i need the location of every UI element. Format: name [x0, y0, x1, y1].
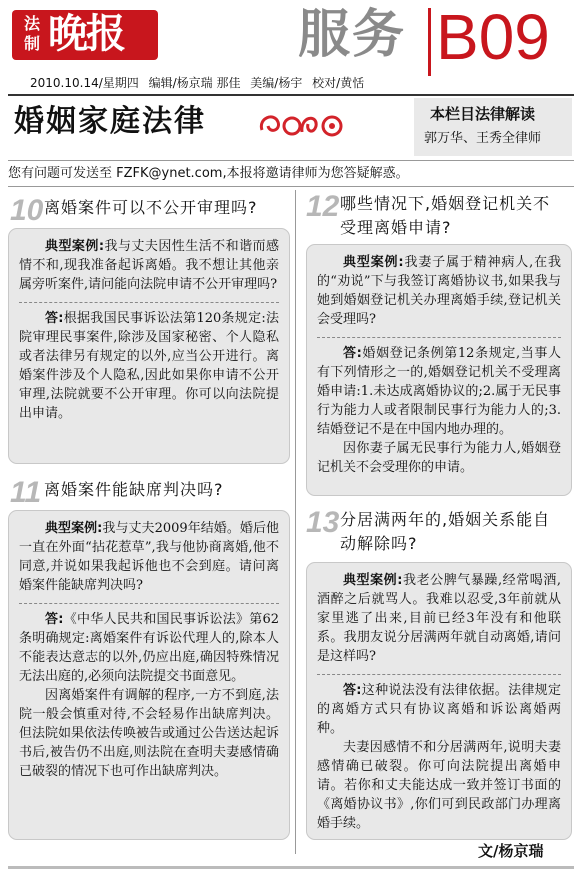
logo-big-text: 晚报: [48, 10, 124, 57]
answer-paragraph-2: 因离婚案件有调解的程序,一方不到庭,法院一般会慎重对待,不会轻易作出缺席判决。但法院如果依法传唤被告或通过公告送达起诉书后,被告仍不出庭,则法院在查明夫妻感情确已破裂的情况下也可作出缺席判决。: [19, 688, 280, 779]
red-divider: [428, 8, 431, 76]
answer-text: 婚姻登记条例第12条规定,当事人有下列情形之一的,婚姻登记机关不受理离婚申请:1.未达成离婚协议的;2.属于无民事行为能力人或者限制民事行为能力人的;3.结婚登记不是在中国内地办理的。: [317, 346, 561, 437]
newspaper-logo: [12, 10, 158, 60]
qa-card-13: [306, 562, 572, 840]
masthead-meta: [30, 75, 370, 91]
designer: 美编/杨宇: [250, 76, 303, 90]
dashed-separator: [317, 337, 561, 338]
case-paragraph: [19, 519, 279, 595]
question-title: 离婚案件能缺席判决吗?: [44, 480, 224, 499]
case-label: 典型案例:: [343, 573, 403, 588]
column-divider: [295, 190, 296, 854]
dashed-separator: [19, 302, 279, 303]
intro-text: 您有问题可发送至 FZFK@ynet.com,本报将邀请律师为您答疑解惑。: [8, 166, 409, 181]
section-title: 服务: [298, 5, 407, 65]
question-heading-12: [306, 192, 572, 240]
question-title: 离婚案件可以不公开审理吗?: [44, 198, 258, 217]
expert-names: 郭万华、王秀全律师: [424, 131, 542, 146]
case-paragraph: [317, 253, 561, 329]
answer-label: 答:: [45, 612, 64, 627]
question-title: 哪些情况下,婚姻登记机关不受理离婚申请?: [340, 194, 551, 237]
issue-date: 2010.10.14/星期四: [30, 76, 139, 90]
answer-text: 根据我国民事诉讼法第120条规定:法院审理民事案件,除涉及国家秘密、个人隐私或者法律另有规定的以外,应当公开进行。离婚案件涉及个人隐私,因此如果你申请不公开审理,法院就要不公开审理。你可以向法院提出申请。: [19, 311, 280, 421]
answer-label: 答:: [343, 346, 362, 361]
proofreader: 校对/黄恬: [312, 76, 365, 90]
answer-paragraph-2: 因你妻子属无民事行为能力人,婚姻登记机关不会受理你的申请。: [317, 441, 561, 475]
question-title: 分居满两年的,婚姻关系能自动解除吗?: [340, 510, 551, 553]
dashed-separator: [317, 674, 561, 675]
page-number: B09: [436, 1, 550, 73]
decorative-swirl-icon: [256, 108, 348, 142]
answer-text: 《中华人民共和国民事诉讼法》第62条明确规定:离婚案件有诉讼代理人的,除本人不能表达意志的以外,仍应出庭,确因特殊情况无法出庭的,必须向法院提交书面意见。: [19, 612, 279, 684]
case-text: 我与丈夫2009年结婚。婚后他一直在外面“拈花惹草”,我与他协商离婚,他不同意,并说如果我起诉他也不会到庭。请问离婚案件能缺席判决吗?: [19, 521, 279, 593]
header-rule: [8, 160, 574, 161]
case-paragraph: [19, 237, 279, 294]
answer-paragraph: [317, 344, 561, 439]
answer-paragraph-2: 夫妻因感情不和分居满两年,说明夫妻感情确已破裂。你可向法院提出离婚申请。若你和丈夫能达成一致并签订书面的《离婚协议书》,你们可到民政部门办理离婚手续。: [317, 740, 561, 831]
bottom-rule: [8, 866, 574, 869]
question-number: 11: [10, 476, 42, 509]
qa-card-11: [8, 510, 290, 840]
case-label: 典型案例:: [343, 255, 404, 270]
dashed-separator: [19, 603, 279, 604]
case-text: 我妻子属于精神病人,在我的“劝说”下与我签订离婚协议书,如果我与她到婚姻登记机关办理离婚手续,登记机关会受理吗?: [317, 255, 561, 327]
answer-label: 答:: [343, 683, 362, 698]
answer-paragraph: [19, 610, 279, 686]
logo-small-text: 法制: [23, 14, 40, 53]
question-number: 12: [306, 190, 340, 223]
expert-box: [414, 98, 572, 156]
answer-paragraph: [19, 309, 279, 423]
answer-text: 这种说法没有法律依据。法律规定的离婚方式只有协议离婚和诉讼离婚两种。: [317, 683, 561, 736]
question-number: 10: [10, 194, 44, 227]
case-label: 典型案例:: [45, 521, 103, 536]
column-title: 婚姻家庭法律: [14, 104, 206, 139]
byline: 文/杨京瑞: [478, 842, 544, 860]
case-text: 我老公脾气暴躁,经常喝酒,酒醉之后就骂人。我难以忍受,3年前就从家里逃了出来,目前已经3年没有和他联系。我朋友说分居满两年就自动离婚,请问是这样吗?: [317, 573, 562, 664]
editors: 编辑/杨京瑞 那佳: [148, 76, 241, 90]
question-heading-13: [306, 508, 572, 556]
answer-paragraph: [317, 681, 561, 738]
question-heading-10: [10, 196, 258, 226]
expert-title: 本栏目法律解读: [430, 105, 536, 123]
intro-rule: [8, 186, 574, 187]
question-number: 13: [306, 506, 340, 539]
masthead-rule: [8, 94, 574, 96]
case-paragraph: [317, 571, 561, 666]
qa-card-12: [306, 244, 572, 496]
question-heading-11: [10, 478, 224, 508]
answer-label: 答:: [45, 311, 64, 326]
qa-card-10: [8, 228, 290, 464]
case-label: 典型案例:: [45, 239, 105, 254]
case-text: 我与丈夫因性生活不和谐而感情不和,现我准备起诉离婚。我不想让其他亲属旁听案件,请问能向法院申请不公开审理吗?: [19, 239, 279, 292]
